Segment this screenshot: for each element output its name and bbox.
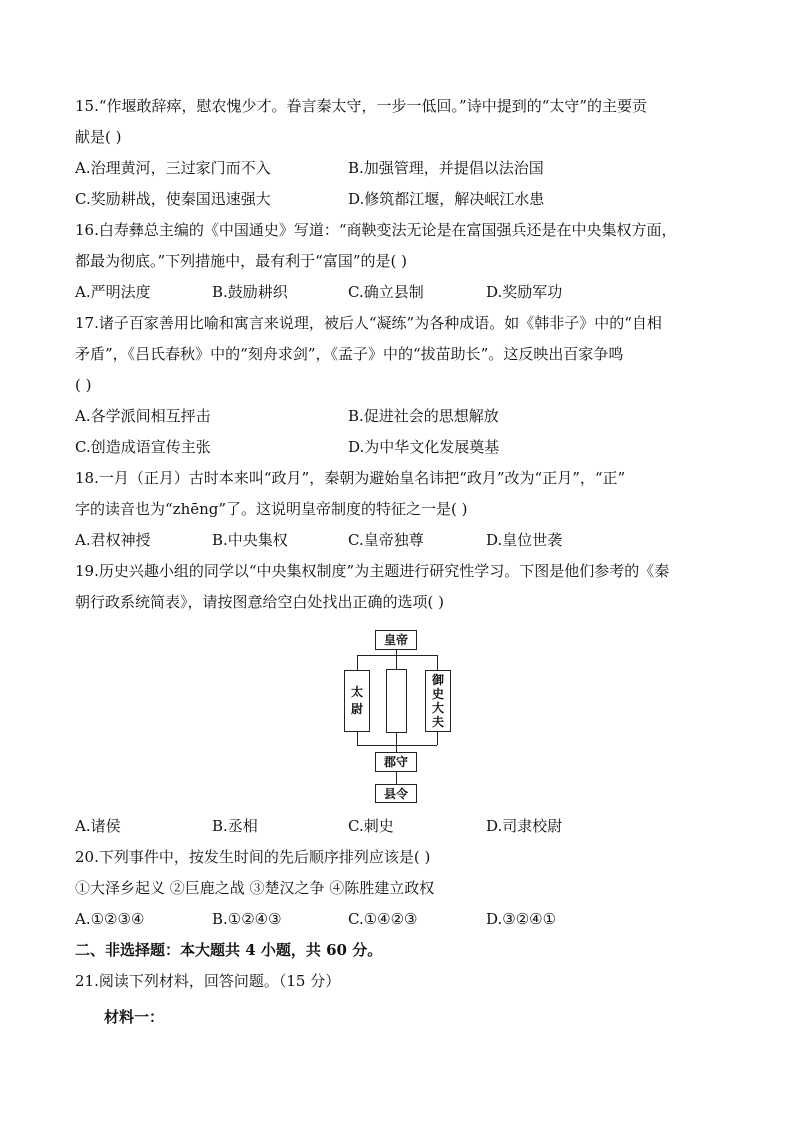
diagram-connector bbox=[357, 745, 437, 746]
q17-option-a: A.各学派间相互抨击 bbox=[75, 407, 211, 425]
q16-stem-line2: 都最为彻底。”下列措施中，最有利于“富国”的是( ) bbox=[75, 252, 407, 270]
q17-stem-line3: ( ) bbox=[75, 376, 92, 394]
diagram-label-junshou: 郡守 bbox=[383, 755, 408, 769]
q17-stem-line2: 矛盾”，《吕氏春秋》中的“刻舟求剑”，《孟子》中的“拔苗助长”。这反映出百家争鸣 bbox=[75, 345, 624, 363]
q20-option-a: A.①②③④ bbox=[75, 910, 145, 928]
q18-stem-line2: 字的读音也为“zhēng”了。这说明皇帝制度的特征之一是( ) bbox=[75, 500, 468, 518]
diagram-connector bbox=[437, 732, 438, 745]
section-2-heading: 二、非选择题：本大题共 4 小题，共 60 分。 bbox=[75, 941, 383, 959]
q18-option-c: C.皇帝独尊 bbox=[348, 531, 424, 549]
q19-stem-line2: 朝行政系统简表》，请按图意给空白处找出正确的选项( ) bbox=[75, 593, 444, 611]
q18-option-a: A.君权神授 bbox=[75, 531, 151, 549]
diagram-connector bbox=[357, 655, 358, 670]
diagram-label-yushi: 御史大夫 bbox=[431, 673, 444, 729]
q18-option-b: B.中央集权 bbox=[212, 531, 288, 549]
q19-option-a: A.诸侯 bbox=[75, 817, 121, 835]
q15-option-c: C.奖励耕战，使秦国迅速强大 bbox=[75, 190, 271, 208]
q16-option-a: A.严明法度 bbox=[75, 283, 151, 301]
q17-option-b: B.促进社会的思想解放 bbox=[348, 407, 499, 425]
q19-stem-line1: 19.历史兴趣小组的同学以“中央集权制度”为主题进行研究性学习。下图是他们参考的《秦 bbox=[75, 562, 670, 580]
q20-option-b: B.①②④③ bbox=[212, 910, 282, 928]
q17-stem-line1: 17.诸子百家善用比喻和寓言来说理，被后人“凝练”为各种成语。如《韩非子》中的“自相 bbox=[75, 314, 662, 332]
q19-option-d: D.司隶校尉 bbox=[486, 817, 563, 835]
q18-option-d: D.皇位世袭 bbox=[486, 531, 563, 549]
diagram-connector bbox=[357, 655, 437, 656]
q16-option-d: D.奖励军功 bbox=[486, 283, 563, 301]
diagram-connector bbox=[396, 733, 397, 752]
q19-option-c: C.刺史 bbox=[348, 817, 394, 835]
diagram-connector bbox=[396, 772, 397, 784]
diagram-box-blank bbox=[386, 669, 407, 733]
q15-option-a: A.治理黄河，三过家门而不入 bbox=[75, 159, 271, 177]
diagram-connector bbox=[357, 732, 358, 745]
q21-stem-line1: 21.阅读下列材料，回答问题。（15 分） bbox=[75, 972, 341, 990]
q19-option-b: B.丞相 bbox=[212, 817, 258, 835]
q17-option-d: D.为中华文化发展奠基 bbox=[348, 438, 500, 456]
q20-option-d: D.③②④① bbox=[486, 910, 557, 928]
q15-stem-line2: 献是( ) bbox=[75, 128, 122, 146]
q16-stem-line1: 16.白寿彝总主编的《中国通史》写道：“商鞅变法无论是在富国强兵还是在中央集权方面， bbox=[75, 221, 677, 239]
diagram-connector bbox=[396, 650, 397, 669]
q18-stem-line1: 18.一月（正月）古时本来叫“政月”，秦朝为避始皇名讳把“政月”改为“正月”，“正” bbox=[75, 469, 626, 487]
q15-option-d: D.修筑都江堰，解决岷江水患 bbox=[348, 190, 545, 208]
q16-option-b: B.鼓励耕织 bbox=[212, 283, 288, 301]
q20-stem-line1: 20.下列事件中，按发生时间的先后顺序排列应该是( ) bbox=[75, 848, 431, 866]
diagram-label-taiwei: 太尉 bbox=[350, 685, 363, 716]
q15-option-b: B.加强管理，并提倡以法治国 bbox=[348, 159, 544, 177]
diagram-connector bbox=[437, 655, 438, 670]
q16-option-c: C.确立县制 bbox=[348, 283, 424, 301]
diagram-label-xianling: 县令 bbox=[383, 787, 408, 801]
q21-material-1-label: 材料一： bbox=[104, 1008, 165, 1026]
q20-stem-line2: ①大泽乡起义 ②巨鹿之战 ③楚汉之争 ④陈胜建立政权 bbox=[75, 879, 435, 897]
diagram-label-emperor: 皇帝 bbox=[383, 633, 408, 647]
q17-option-c: C.创造成语宣传主张 bbox=[75, 438, 211, 456]
q20-option-c: C.①④②③ bbox=[348, 910, 418, 928]
q15-stem-line1: 15.“作堰敢辞瘁，慰农愧少才。眷言秦太守，一步一低回。”诗中提到的“太守”的主要贡 bbox=[75, 97, 648, 115]
